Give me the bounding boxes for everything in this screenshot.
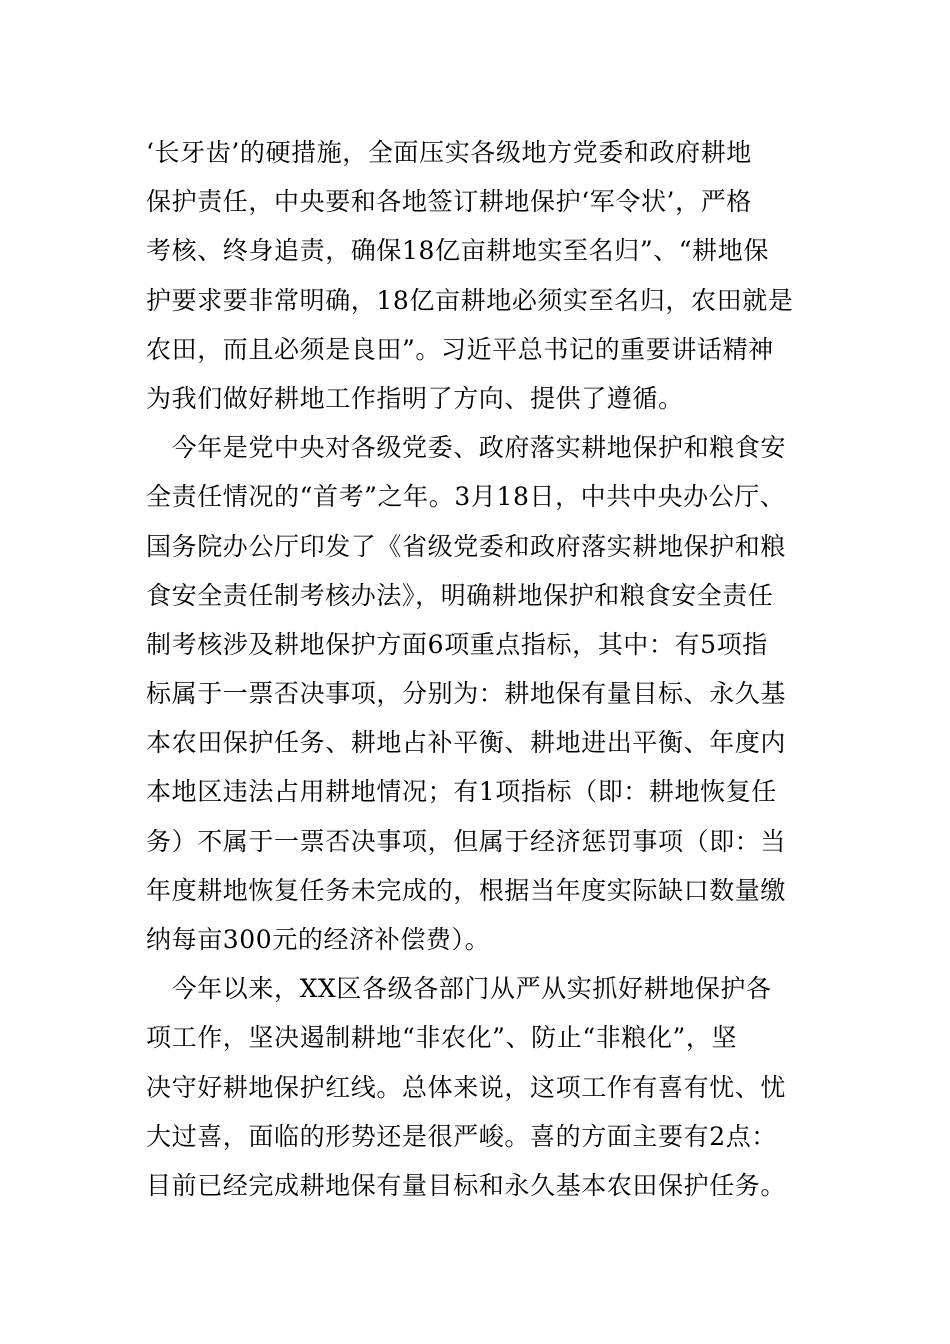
text-line: 今年以来，XX区各级各部门从严从实抓好耕地保护各 [146,974,772,1004]
text-line: 保护责任，中央要和各地签订耕地保护‘军令状’，严格 [146,187,752,217]
text-line: 标属于一票否决事项，分别为：耕地保有量目标、永久基 [146,679,787,709]
text-line: 本地区违法占用耕地情况；有1项指标（即：耕地恢复任 [146,777,777,807]
text-line: 国务院办公厅印发了《省级党委和政府落实耕地保护和粮 [146,531,787,561]
text-line: 护要求要非常明确，18亿亩耕地必须实至名归，农田就是 [146,285,794,315]
text-line: 今年是党中央对各级党委、政府落实耕地保护和粮食安 [146,433,787,463]
paragraph-1 [146,128,836,423]
text-line: 大过喜，面临的形势还是很严峻。喜的方面主要有2点： [146,1121,777,1151]
text-line: 食安全责任制考核办法》，明确耕地保护和粮食安全责任 [146,580,774,610]
text-line: 纳每亩300元的经济补偿费）。 [146,925,491,954]
document-body [146,128,836,1210]
text-line: 全责任情况的“首考”之年。3月18日，中共中央办公厅、 [146,482,786,512]
text-line: 项工作，坚决遏制耕地“非农化”、防止“非粮化”，坚 [146,1023,738,1053]
paragraph-3 [146,964,836,1210]
text-line: 目前已经完成耕地保有量目标和永久基本农田保护任务。 [146,1170,787,1200]
text-line: 制考核涉及耕地保护方面6项重点指标，其中：有5项指 [146,629,768,659]
text-line: 本农田保护任务、耕地占补平衡、耕地进出平衡、年度内 [146,728,787,758]
text-line: 务）不属于一票否决事项，但属于经济惩罚事项（即：当 [146,826,787,856]
text-line: 决守好耕地保护红线。总体来说，这项工作有喜有忧、忧 [146,1072,787,1102]
paragraph-2 [146,423,836,964]
text-line: 为我们做好耕地工作指明了方向、提供了遵循。 [146,383,684,413]
text-line: 年度耕地恢复任务未完成的，根据当年度实际缺口数量缴 [146,875,787,905]
text-line: 考核、终身追责，确保18亿亩耕地实至名归”、“耕地保 [146,236,769,266]
text-line: 农田，而且必须是良田”。习近平总书记的重要讲话精神 [146,334,774,364]
text-line: ‘长牙齿’的硬措施，全面压实各级地方党委和政府耕地 [146,138,752,167]
